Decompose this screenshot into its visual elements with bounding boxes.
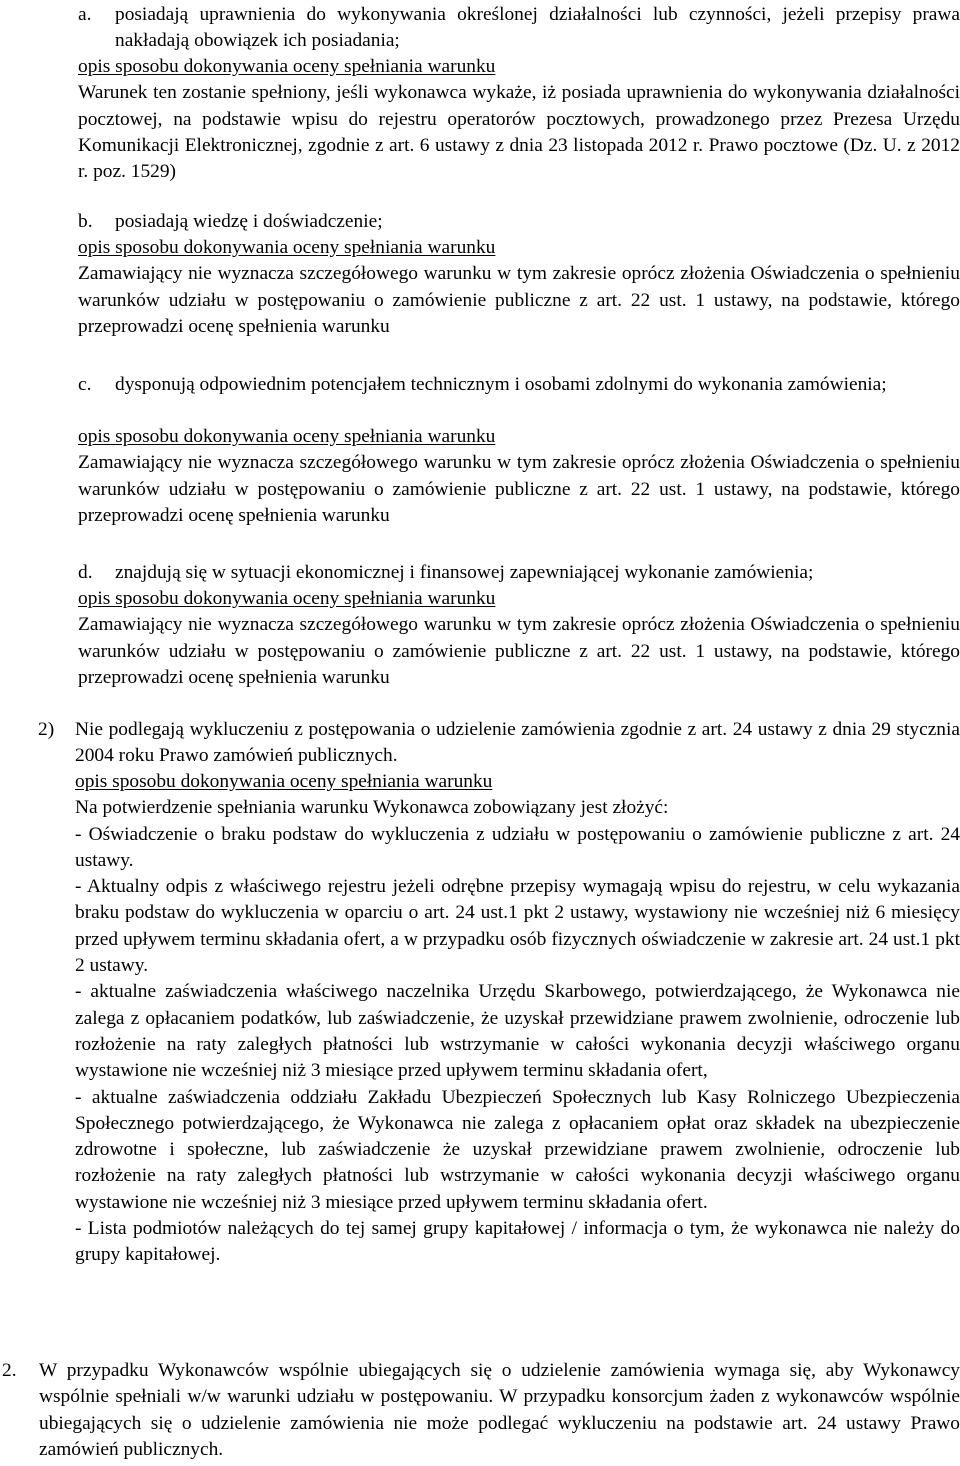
item-c (78, 372, 960, 398)
item-2p-text: Nie podlegają wykluczeniu z postępowania o udzielenie zamówienia zgodnie z art. 24 ustawy z dnia 29 stycznia 2004 roku Prawo zamówień publicznych. (75, 719, 960, 767)
item-a-heading: opis sposobu dokonywania oceny spełniania warunku (78, 56, 496, 77)
item-d-label: d. (78, 562, 93, 583)
item-2-text: W przypadku Wykonawców wspólnie ubiegających się o udzielenie zamówienia wymaga się, aby Wykonawcy wspólnie spełniali w/w warunki udziału w postępowaniu. W przypadku konsorcjum żaden z wykonawców wspólnie ubiegających się o udzielenie zamówienia nie może podlegać wykluczeniu na podstawie art. 24 ustawy Prawo zamówień publicznych. (39, 1360, 960, 1460)
item-d (78, 560, 960, 586)
item-c-label: c. (78, 374, 92, 395)
item-2p-detail (75, 769, 960, 1269)
item-2p-intro: Na potwierdzenie spełniania warunku Wykonawca zobowiązany jest złożyć: (75, 797, 669, 819)
item-2p-bullet: - Lista podmiotów należących do tej samej grupy kapitałowej / informacja o tym, że wykonawca nie należy do grupy kapitałowej. (75, 1218, 960, 1266)
item-c-heading: opis sposobu dokonywania oceny spełniania warunku (78, 426, 496, 447)
item-2p (38, 717, 960, 770)
item-a (78, 2, 960, 55)
item-d-heading: opis sposobu dokonywania oceny spełniania warunku (78, 588, 496, 609)
item-b-label: b. (78, 211, 93, 232)
item-d-body: Zamawiający nie wyznacza szczegółowego warunku w tym zakresie oprócz złożenia Oświadczenia o spełnieniu warunków udziału w postępowaniu o zamówienie publiczne z art. 22 ust. 1 ustawy, na podstawie, którego przeprowadzi ocenę spełnienia warunku (78, 614, 960, 688)
item-b-body: Zamawiający nie wyznacza szczegółowego warunku w tym zakresie oprócz złożenia Oświadczenia o spełnieniu warunków udziału w postępowaniu o zamówienie publiczne z art. 22 ust. 1 ustawy, na podstawie, którego przeprowadzi ocenę spełnienia warunku (78, 263, 960, 337)
item-a-text: posiadają uprawnienia do wykonywania określonej działalności lub czynności, jeżeli przepisy prawa nakładają obowiązek ich posiadania; (115, 4, 960, 52)
item-a-label: a. (78, 4, 92, 25)
item-b (78, 209, 960, 235)
item-2p-heading: opis sposobu dokonywania oceny spełniania warunku (75, 771, 493, 792)
item-2-label: 2. (2, 1360, 17, 1381)
item-a-detail (78, 54, 960, 185)
item-2 (2, 1358, 960, 1463)
item-a-body: Warunek ten zostanie spełniony, jeśli wykonawca wykaże, iż posiada uprawnienia do wykonywania działalności pocztowej, na podstawie wpisu do rejestru operatorów pocztowych, prowadzonego przez Prezesa Urzędu Komunikacji Elektronicznej, zgodnie z art. 6 ustawy z dnia 23 listopada 2012 r. Prawo pocztowe (Dz. U. z 2012 r. poz. 1529) (78, 82, 960, 183)
item-c-text: dysponują odpowiednim potencjałem technicznym i osobami zdolnymi do wykonania zamówienia; (115, 374, 887, 395)
item-2p-bullet: - aktualne zaświadczenia właściwego naczelnika Urzędu Skarbowego, potwierdzającego, że Wykonawca nie zalega z opłacaniem podatków, lub zaświadczenie, że uzyskał przewidziane prawem zwolnienie, odroczenie lub rozłożenie na raty zaległych płatności lub wstrzymanie w całości wykonania decyzji właściwego organu wystawione nie wcześniej niż 3 miesiące przed upływem terminu składania ofert, (75, 981, 960, 1082)
item-c-detail (78, 424, 960, 529)
item-b-heading: opis sposobu dokonywania oceny spełniania warunku (78, 237, 496, 258)
item-d-text: znajdują się w sytuacji ekonomicznej i finansowej zapewniającej wykonanie zamówienia; (115, 562, 814, 583)
item-2p-bullet: - Aktualny odpis z właściwego rejestru jeżeli odrębne przepisy wymagają wpisu do rejestru, w celu wykazania braku podstaw do wykluczenia w oparciu o art. 24 ust.1 pkt 2 ustawy, wystawiony nie wcześniej niż 6 miesięcy przed upływem terminu składania ofert, a w przypadku osób fizycznych oświadczenie w zakresie art. 24 ust.1 pkt 2 ustawy. (75, 876, 960, 977)
item-d-detail (78, 586, 960, 691)
item-b-detail (78, 235, 960, 340)
item-2p-bullet: - aktualne zaświadczenia oddziału Zakładu Ubezpieczeń Społecznych lub Kasy Rolniczego Ubezpieczenia Społecznego potwierdzającego, że Wykonawca nie zalega z opłacaniem opłat oraz składek na ubezpieczenie zdrowotne i społeczne, lub zaświadczenie że uzyskał przewidziane prawem zwolnienie, odroczenie lub rozłożenie na raty zaległych płatności lub wstrzymanie w całości wykonania decyzji właściwego organu wystawione nie wcześniej niż 3 miesiące przed upływem terminu składania ofert. (75, 1086, 960, 1213)
item-c-body: Zamawiający nie wyznacza szczegółowego warunku w tym zakresie oprócz złożenia Oświadczenia o spełnieniu warunków udziału w postępowaniu o zamówienie publiczne z art. 22 ust. 1 ustawy, na podstawie, którego przeprowadzi ocenę spełnienia warunku (78, 452, 960, 526)
item-2p-label: 2) (38, 719, 55, 740)
item-2p-bullet: - Oświadczenie o braku podstaw do wykluczenia z udziału w postępowaniu o zamówienie publiczne z art. 24 ustawy. (75, 823, 960, 871)
item-b-text: posiadają wiedzę i doświadczenie; (115, 211, 383, 232)
